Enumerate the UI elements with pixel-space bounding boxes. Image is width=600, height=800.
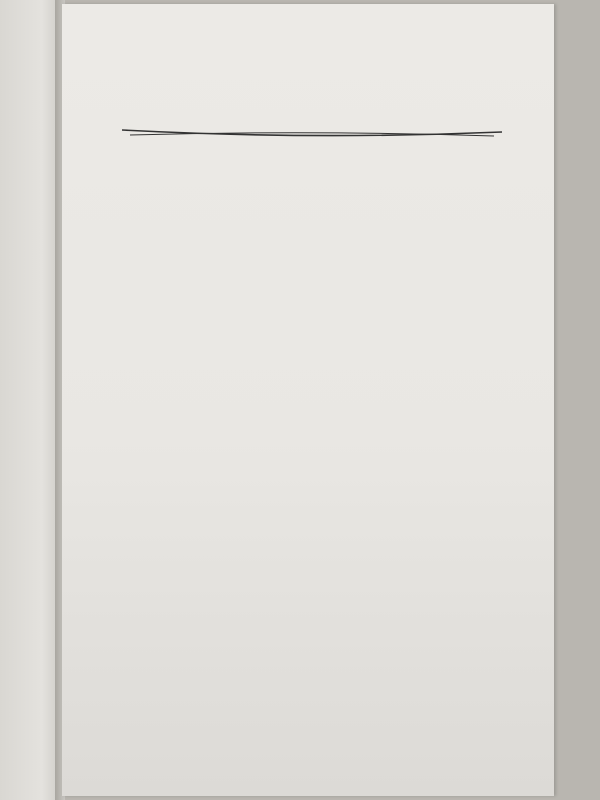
toc-page bbox=[62, 4, 554, 796]
left-page bbox=[0, 0, 60, 800]
title-underline-ornament bbox=[122, 126, 502, 140]
